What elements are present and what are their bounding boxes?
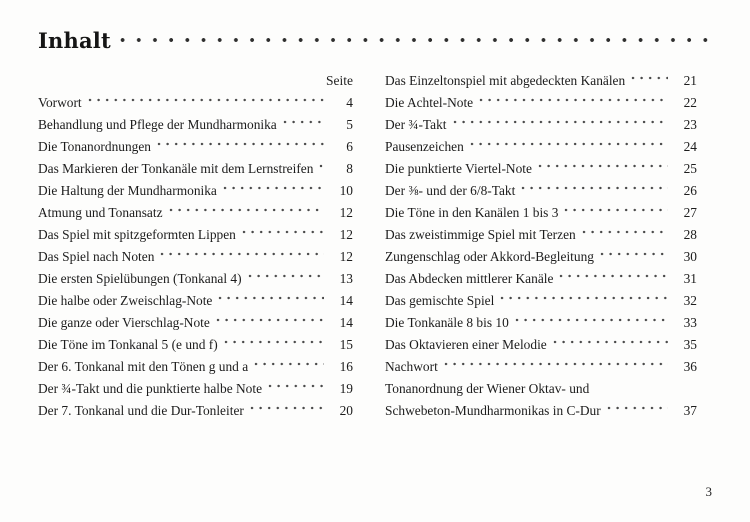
toc-entry-page-number: 12	[339, 227, 353, 242]
toc-dot-leader	[600, 250, 668, 258]
toc-dot-leader	[564, 206, 668, 214]
toc-entry-page-number: 5	[346, 117, 353, 132]
toc-entry-page-number: 15	[339, 337, 353, 352]
toc-entry-title: Nachwort	[385, 359, 438, 374]
toc-dot-leader	[224, 338, 324, 346]
toc-entry-title: Der ⅜- und der 6/8-Takt	[385, 183, 516, 198]
toc-dot-leader	[216, 316, 324, 324]
toc-entry-title: Die Tonanordnungen	[38, 139, 151, 154]
toc-entry-page-number: 19	[339, 381, 353, 396]
toc-entry-title: Behandlung und Pflege der Mundharmonika	[38, 117, 277, 132]
toc-entry-title: Das Spiel mit spitzgeformten Lippen	[38, 227, 236, 242]
toc-entry-page-number: 22	[683, 95, 697, 110]
toc-dot-leader	[595, 382, 668, 390]
toc-entry[interactable]	[38, 114, 353, 136]
toc-entry[interactable]	[385, 158, 697, 180]
toc-dot-leader	[479, 96, 668, 104]
toc-entry-title: Die ganze oder Vierschlag-Note	[38, 315, 210, 330]
toc-entry-page-number: 24	[683, 139, 697, 154]
toc-entry-page-number: 14	[339, 315, 353, 330]
toc-entry-page-number: 32	[683, 293, 697, 308]
toc-entry[interactable]	[38, 290, 353, 312]
toc-entry[interactable]	[385, 224, 697, 246]
toc-dot-leader	[88, 96, 324, 104]
toc-dot-leader	[444, 360, 668, 368]
toc-entry-title: Die Tonkanäle 8 bis 10	[385, 315, 509, 330]
toc-dot-leader	[218, 294, 324, 302]
toc-dot-leader	[319, 162, 324, 170]
toc-dot-leader	[607, 404, 668, 412]
toc-entry-page-number: 14	[339, 293, 353, 308]
heading-dot-leader	[120, 35, 712, 45]
toc-entry-title: Der 7. Tonkanal und die Dur-Tonleiter	[38, 403, 244, 418]
toc-entry-page-number: 4	[346, 95, 353, 110]
toc-entry[interactable]	[38, 334, 353, 356]
toc-entry[interactable]	[385, 246, 697, 268]
toc-entry-page-number: 36	[683, 359, 697, 374]
toc-entry-page-number: 33	[683, 315, 697, 330]
page-number-folio: 3	[705, 484, 712, 499]
toc-entry-title: Die ersten Spielübungen (Tonkanal 4)	[38, 271, 242, 286]
toc-dot-leader	[453, 118, 668, 126]
toc-dot-leader	[160, 250, 324, 258]
toc-entry-page-number: 23	[683, 117, 697, 132]
toc-entry[interactable]	[38, 378, 353, 400]
toc-entry[interactable]	[385, 334, 697, 356]
toc-entry[interactable]	[38, 92, 353, 114]
toc-entry-title: Die punktierte Viertel-Note	[385, 161, 532, 176]
toc-entry-page-number: 26	[683, 183, 697, 198]
contents-heading	[38, 28, 712, 56]
toc-entry[interactable]	[385, 312, 697, 334]
toc-dot-leader	[559, 272, 668, 280]
toc-entry[interactable]	[38, 246, 353, 268]
toc-dot-leader	[250, 404, 324, 412]
column-header-seite-left: Seite	[326, 73, 353, 88]
toc-entry-title: Atmung und Tonansatz	[38, 205, 163, 220]
toc-entry[interactable]	[38, 356, 353, 378]
toc-column-left	[38, 70, 353, 422]
toc-entry-title: Der 6. Tonkanal mit den Tönen g und a	[38, 359, 249, 374]
toc-entry-page-number: 21	[683, 73, 697, 88]
toc-entry-title: Das Einzeltonspiel mit abgedeckten Kanälen	[385, 73, 626, 88]
toc-dot-leader	[470, 140, 668, 148]
toc-dot-leader	[521, 184, 668, 192]
toc-entry-title: Das Markieren der Tonkanäle mit dem Lernstreifen	[38, 161, 314, 176]
toc-dot-leader	[538, 162, 668, 170]
toc-entry-page-number: 10	[339, 183, 353, 198]
toc-dot-leader	[169, 206, 324, 214]
toc-entry-page-number: 16	[339, 359, 353, 374]
toc-entry-title: Der ¾-Takt	[385, 117, 447, 132]
toc-entry-page-number: 27	[683, 205, 697, 220]
toc-entry[interactable]	[385, 268, 697, 290]
toc-entry-page-number: 13	[339, 271, 353, 286]
toc-entry[interactable]	[385, 400, 697, 422]
toc-dot-leader	[268, 382, 324, 390]
toc-entry-list-left	[38, 92, 353, 422]
toc-entry[interactable]	[385, 136, 697, 158]
page-title: Inhalt	[38, 28, 111, 53]
toc-entry-title: Schwebeton-Mundharmonikas in C-Dur	[385, 403, 601, 418]
toc-entry-page-number: 12	[339, 205, 353, 220]
toc-entry-title: Zungenschlag oder Akkord-Begleitung	[385, 249, 594, 264]
toc-dot-leader	[248, 272, 324, 280]
toc-entry-title: Die Achtel-Note	[385, 95, 474, 110]
toc-entry[interactable]	[385, 378, 697, 400]
toc-entry[interactable]	[38, 400, 353, 422]
toc-entry-title: Die Töne in den Kanälen 1 bis 3	[385, 205, 559, 220]
toc-entry-page-number: 28	[683, 227, 697, 242]
toc-entry-title: Das Abdecken mittlerer Kanäle	[385, 271, 554, 286]
toc-dot-leader	[553, 338, 668, 346]
toc-entry[interactable]	[385, 92, 697, 114]
toc-entry-title: Das Oktavieren einer Melodie	[385, 337, 547, 352]
toc-entry[interactable]	[38, 202, 353, 224]
toc-entry[interactable]	[38, 136, 353, 158]
toc-entry-list-right	[385, 70, 697, 422]
toc-dot-leader	[223, 184, 324, 192]
toc-entry-title: Die Töne im Tonkanal 5 (e und f)	[38, 337, 218, 352]
toc-entry-page-number: 37	[683, 403, 697, 418]
toc-entry-title: Das gemischte Spiel	[385, 293, 495, 308]
toc-column-right	[385, 70, 697, 422]
toc-entry-title: Die Haltung der Mundharmonika	[38, 183, 217, 198]
toc-entry-title: Das zweistimmige Spiel mit Terzen	[385, 227, 576, 242]
toc-dot-leader	[254, 360, 324, 368]
toc-entry[interactable]	[385, 180, 697, 202]
toc-dot-leader	[242, 228, 324, 236]
toc-entry[interactable]	[385, 114, 697, 136]
toc-entry[interactable]	[385, 70, 697, 92]
toc-entry-title: Pausenzeichen	[385, 139, 464, 154]
toc-entry[interactable]	[38, 180, 353, 202]
toc-entry-page-number: 6	[346, 139, 353, 154]
toc-entry-title: Die halbe oder Zweischlag-Note	[38, 293, 213, 308]
toc-entry-title: Vorwort	[38, 95, 82, 110]
toc-dot-leader	[157, 140, 324, 148]
toc-entry[interactable]	[385, 290, 697, 312]
toc-entry[interactable]	[38, 312, 353, 334]
toc-entry-title: Tonanordnung der Wiener Oktav- und	[385, 381, 590, 396]
toc-dot-leader	[500, 294, 668, 302]
toc-dot-leader	[283, 118, 324, 126]
toc-entry[interactable]	[38, 158, 353, 180]
toc-entry-page-number: 31	[683, 271, 697, 286]
toc-entry-page-number: 20	[339, 403, 353, 418]
toc-entry-page-number: 35	[683, 337, 697, 352]
toc-entry-page-number: 25	[683, 161, 697, 176]
toc-dot-leader	[582, 228, 668, 236]
toc-entry-title: Das Spiel nach Noten	[38, 249, 155, 264]
toc-entry-title: Der ¾-Takt und die punktierte halbe Note	[38, 381, 263, 396]
toc-entry-page-number: 12	[339, 249, 353, 264]
toc-entry-page-number: 30	[683, 249, 697, 264]
toc-entry[interactable]	[38, 268, 353, 290]
toc-dot-leader	[631, 74, 668, 82]
toc-entry-page-number: 8	[346, 161, 353, 176]
toc-entry[interactable]	[385, 356, 697, 378]
toc-dot-leader	[515, 316, 668, 324]
toc-entry[interactable]	[38, 224, 353, 246]
toc-entry[interactable]	[385, 202, 697, 224]
